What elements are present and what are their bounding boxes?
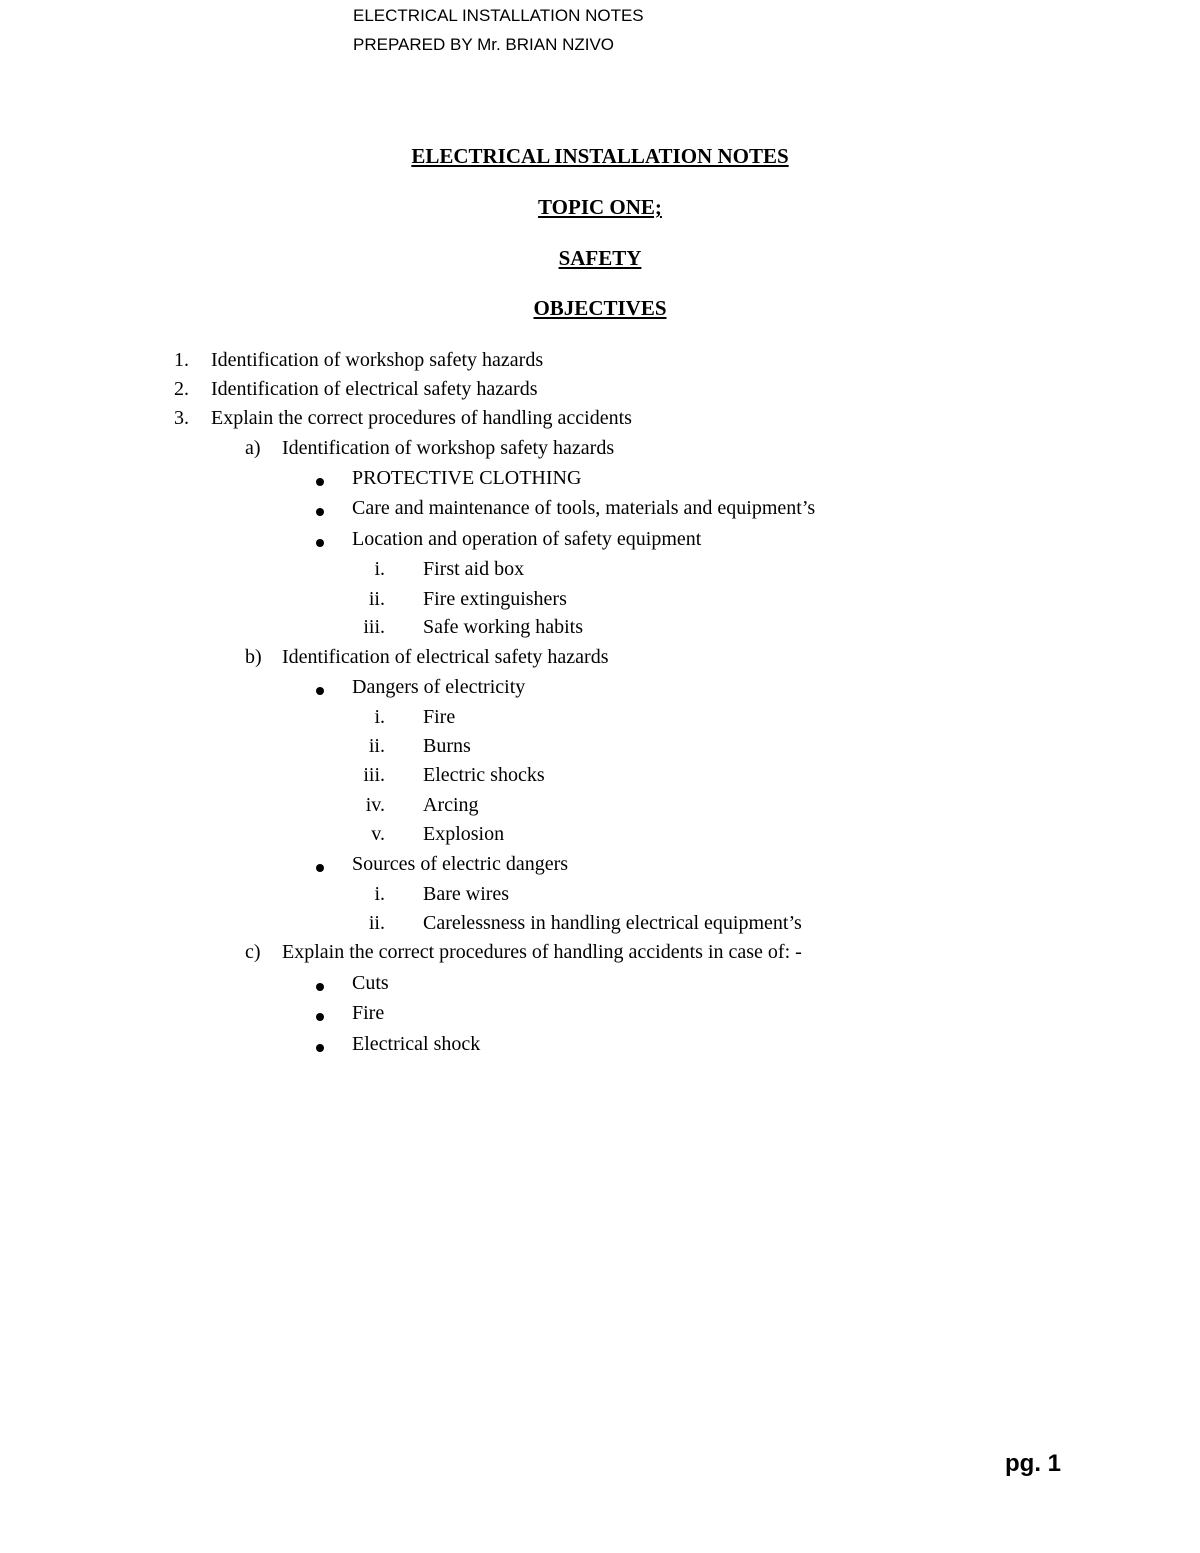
section-label: c)	[245, 941, 261, 963]
roman-numeral: v.	[371, 823, 385, 845]
section-heading: Identification of electrical safety hazards	[282, 646, 609, 668]
bullet-item: Dangers of electricity	[352, 676, 526, 698]
objectives-title: OBJECTIVES	[533, 296, 667, 320]
bullet-icon	[316, 478, 324, 486]
objective-item: Identification of workshop safety hazards	[211, 349, 544, 371]
objective-item: Explain the correct procedures of handling accidents	[211, 407, 632, 429]
topic-title: TOPIC ONE;	[538, 195, 662, 219]
bullet-icon	[316, 508, 324, 516]
bullet-icon	[316, 687, 324, 695]
sub-item: Explosion	[423, 823, 505, 845]
roman-numeral: iii.	[363, 764, 385, 786]
objective-number: 1.	[174, 349, 189, 371]
bullet-icon	[316, 539, 324, 547]
roman-numeral: i.	[374, 706, 385, 728]
bullet-icon	[316, 983, 324, 991]
sub-item: Burns	[423, 735, 471, 757]
page-number: pg. 1	[1005, 1450, 1062, 1477]
sub-item: Electric shocks	[423, 764, 545, 786]
bullet-item: PROTECTIVE CLOTHING	[352, 467, 582, 489]
sub-item: Bare wires	[423, 883, 510, 905]
section-label: b)	[245, 646, 262, 668]
bullet-item: Sources of electric dangers	[352, 853, 569, 875]
bullet-item: Location and operation of safety equipment	[352, 528, 702, 550]
sub-item: Safe working habits	[423, 616, 583, 638]
sub-item: Fire	[423, 706, 456, 728]
bullet-icon	[316, 1044, 324, 1052]
main-title: ELECTRICAL INSTALLATION NOTES	[411, 144, 789, 168]
bullet-icon	[316, 1013, 324, 1021]
objective-number: 2.	[174, 378, 189, 400]
roman-numeral: i.	[374, 883, 385, 905]
roman-numeral: ii.	[368, 588, 385, 610]
section-heading: Explain the correct procedures of handling accidents in case of: -	[282, 941, 802, 963]
bullet-icon	[316, 864, 324, 872]
sub-item: Arcing	[423, 794, 479, 816]
header-title: ELECTRICAL INSTALLATION NOTES	[353, 6, 644, 25]
sub-item: First aid box	[423, 558, 525, 580]
roman-numeral: iv.	[365, 794, 385, 816]
section-label: a)	[245, 437, 261, 459]
roman-numeral: iii.	[363, 616, 385, 638]
subject-title: SAFETY	[558, 246, 642, 270]
roman-numeral: ii.	[368, 912, 385, 934]
objective-number: 3.	[174, 407, 189, 429]
header-author: PREPARED BY Mr. BRIAN NZIVO	[353, 35, 615, 54]
sub-item: Carelessness in handling electrical equipment’s	[423, 912, 802, 934]
roman-numeral: ii.	[368, 735, 385, 757]
bullet-item: Cuts	[352, 972, 389, 994]
roman-numeral: i.	[374, 558, 385, 580]
bullet-item: Fire	[352, 1002, 385, 1024]
bullet-item: Electrical shock	[352, 1033, 481, 1055]
section-heading: Identification of workshop safety hazards	[282, 437, 615, 459]
bullet-item: Care and maintenance of tools, materials and equipment’s	[352, 497, 816, 519]
sub-item: Fire extinguishers	[423, 588, 567, 610]
objective-item: Identification of electrical safety hazards	[211, 378, 538, 400]
